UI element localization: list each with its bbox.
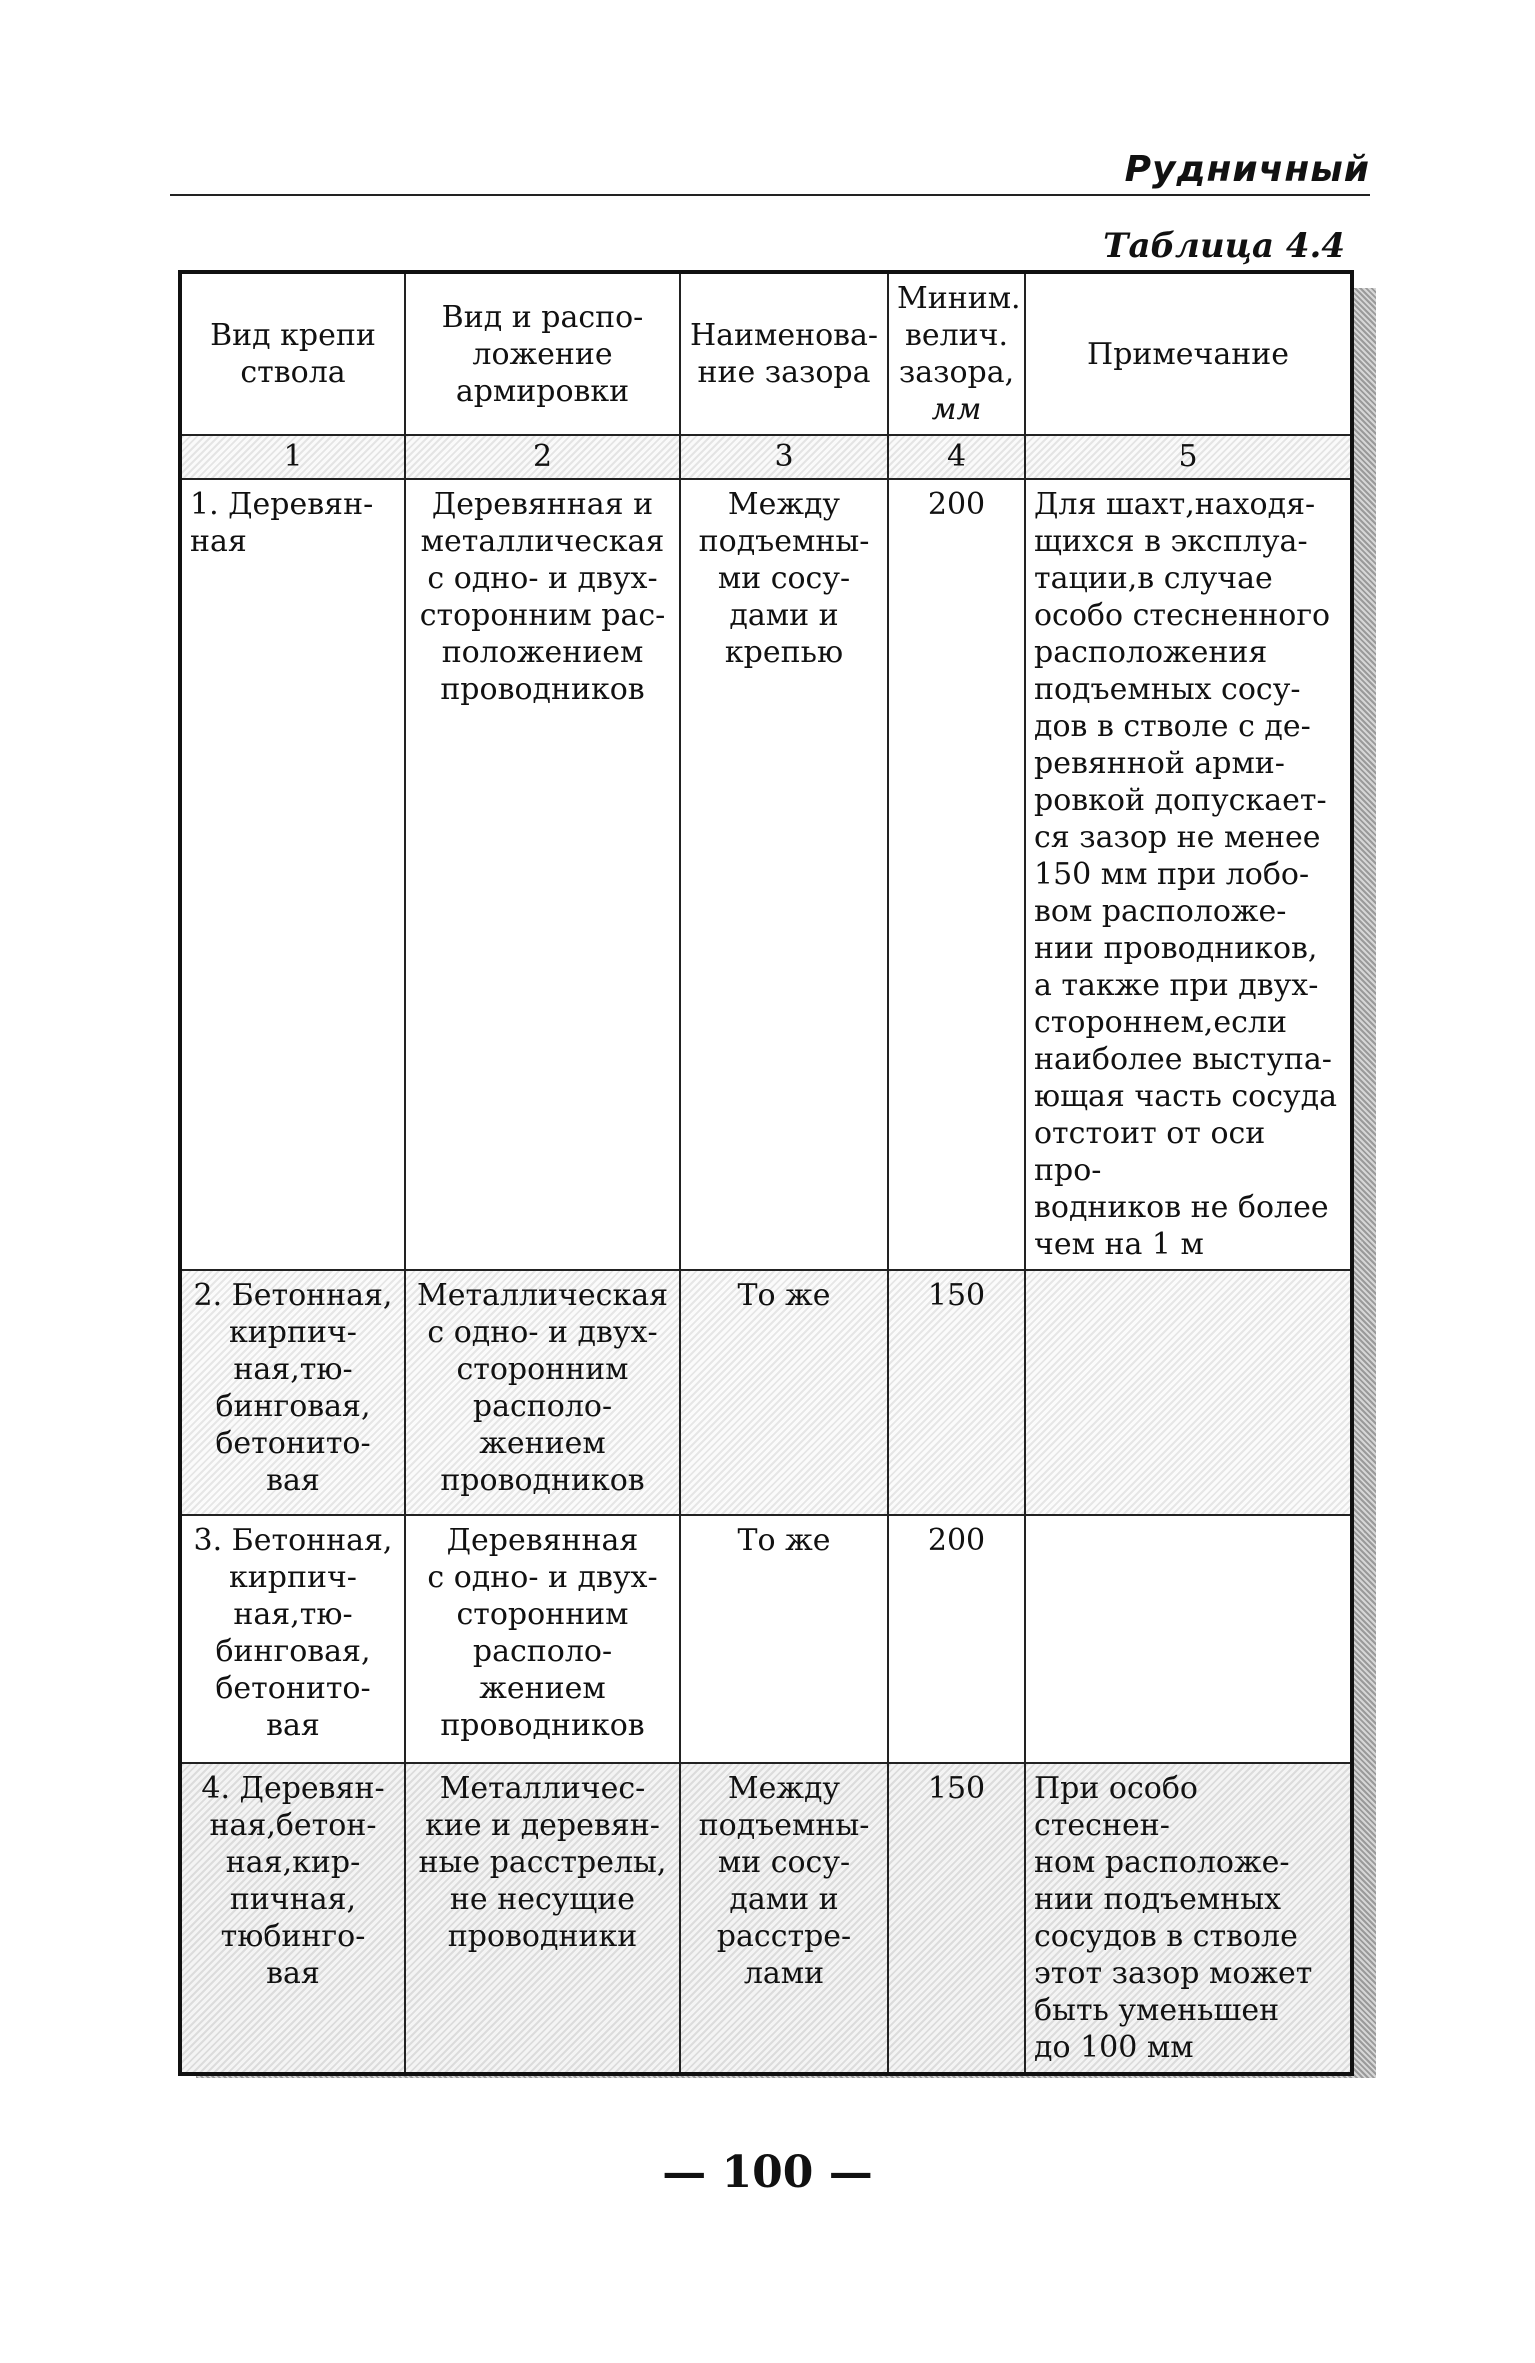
cell-arrangement: Металлическая с одно- и двух- сторонним располо- жением проводников [405,1270,680,1515]
cell-arrangement: Деревянная и металлическая с одно- и двух- сторонним рас- положением проводников [405,479,680,1270]
header-row [180,272,1352,435]
column-number: 5 [1025,435,1352,479]
table-row [180,1763,1352,2074]
cell-gap-name: То же [680,1270,888,1515]
cell-arrangement: Деревянная с одно- и двух- сторонним располо- жением проводников [405,1515,680,1763]
column-number: 2 [405,435,680,479]
cell-gap-name: Между подъемны- ми сосу- дами и крепью [680,479,888,1270]
cell-lining: 2. Бетонная, кирпич- ная,тю- бинговая, бетонито- вая [180,1270,405,1515]
data-table [178,270,1354,2076]
min-gap-header-text: Миним. велич. зазора, [897,281,1021,390]
cell-lining: 1. Деревян- ная [180,479,405,1270]
column-number-row [180,435,1352,479]
cell-note [1025,1515,1352,1763]
column-header-lining: Вид крепи ствола [180,272,405,435]
column-header-arrangement: Вид и распо- ложение армировки [405,272,680,435]
table-row [180,479,1352,1270]
cell-min-gap: 200 [888,1515,1025,1763]
cell-note: При особо стеснен- ном расположе- нии подъемных сосудов в стволе этот зазор может быть уменьшен до 100 мм [1025,1763,1352,2074]
header-rule [170,194,1370,196]
cell-min-gap: 150 [888,1270,1025,1515]
column-header-note: Примечание [1025,272,1352,435]
table-row [180,1270,1352,1515]
cell-note: Для шахт,находя- щихся в эксплуа- тации,в случае особо стесненного расположения подъемных сосу- дов в стволе с де- ревянной арми- ровкой допускает- ся зазор не менее 150 мм при лобо- вом расположе- нии проводников, а также при двух- стороннем,если наиболее выступа- ющая часть сосуда отстоит от оси про- водников не более чем на 1 м [1025,479,1352,1270]
table-container [178,270,1350,2065]
cell-min-gap: 150 [888,1763,1025,2074]
cell-arrangement: Металличес- кие и деревян- ные расстрелы, не несущие проводники [405,1763,680,2074]
cell-gap-name: То же [680,1515,888,1763]
cell-lining: 4. Деревян- ная,бетон- ная,кир- пичная, тюбинго- вая [180,1763,405,2074]
column-header-gap-name: Наименова- ние зазора [680,272,888,435]
cell-gap-name: Между подъемны- ми сосу- дами и расстре- лами [680,1763,888,2074]
column-number: 1 [180,435,405,479]
table-row [180,1515,1352,1763]
column-number: 4 [888,435,1025,479]
table-title: Таблица 4.4 [1103,226,1345,266]
cell-min-gap: 200 [888,479,1025,1270]
cell-lining: 3. Бетонная, кирпич- ная,тю- бинговая, бетонито- вая [180,1515,405,1763]
min-gap-unit: мм [931,392,982,427]
column-number: 3 [680,435,888,479]
column-header-min-gap [888,272,1025,435]
page-number: — 100 — [662,2147,873,2198]
cell-note [1025,1270,1352,1515]
running-head: Рудничный [1124,149,1370,190]
